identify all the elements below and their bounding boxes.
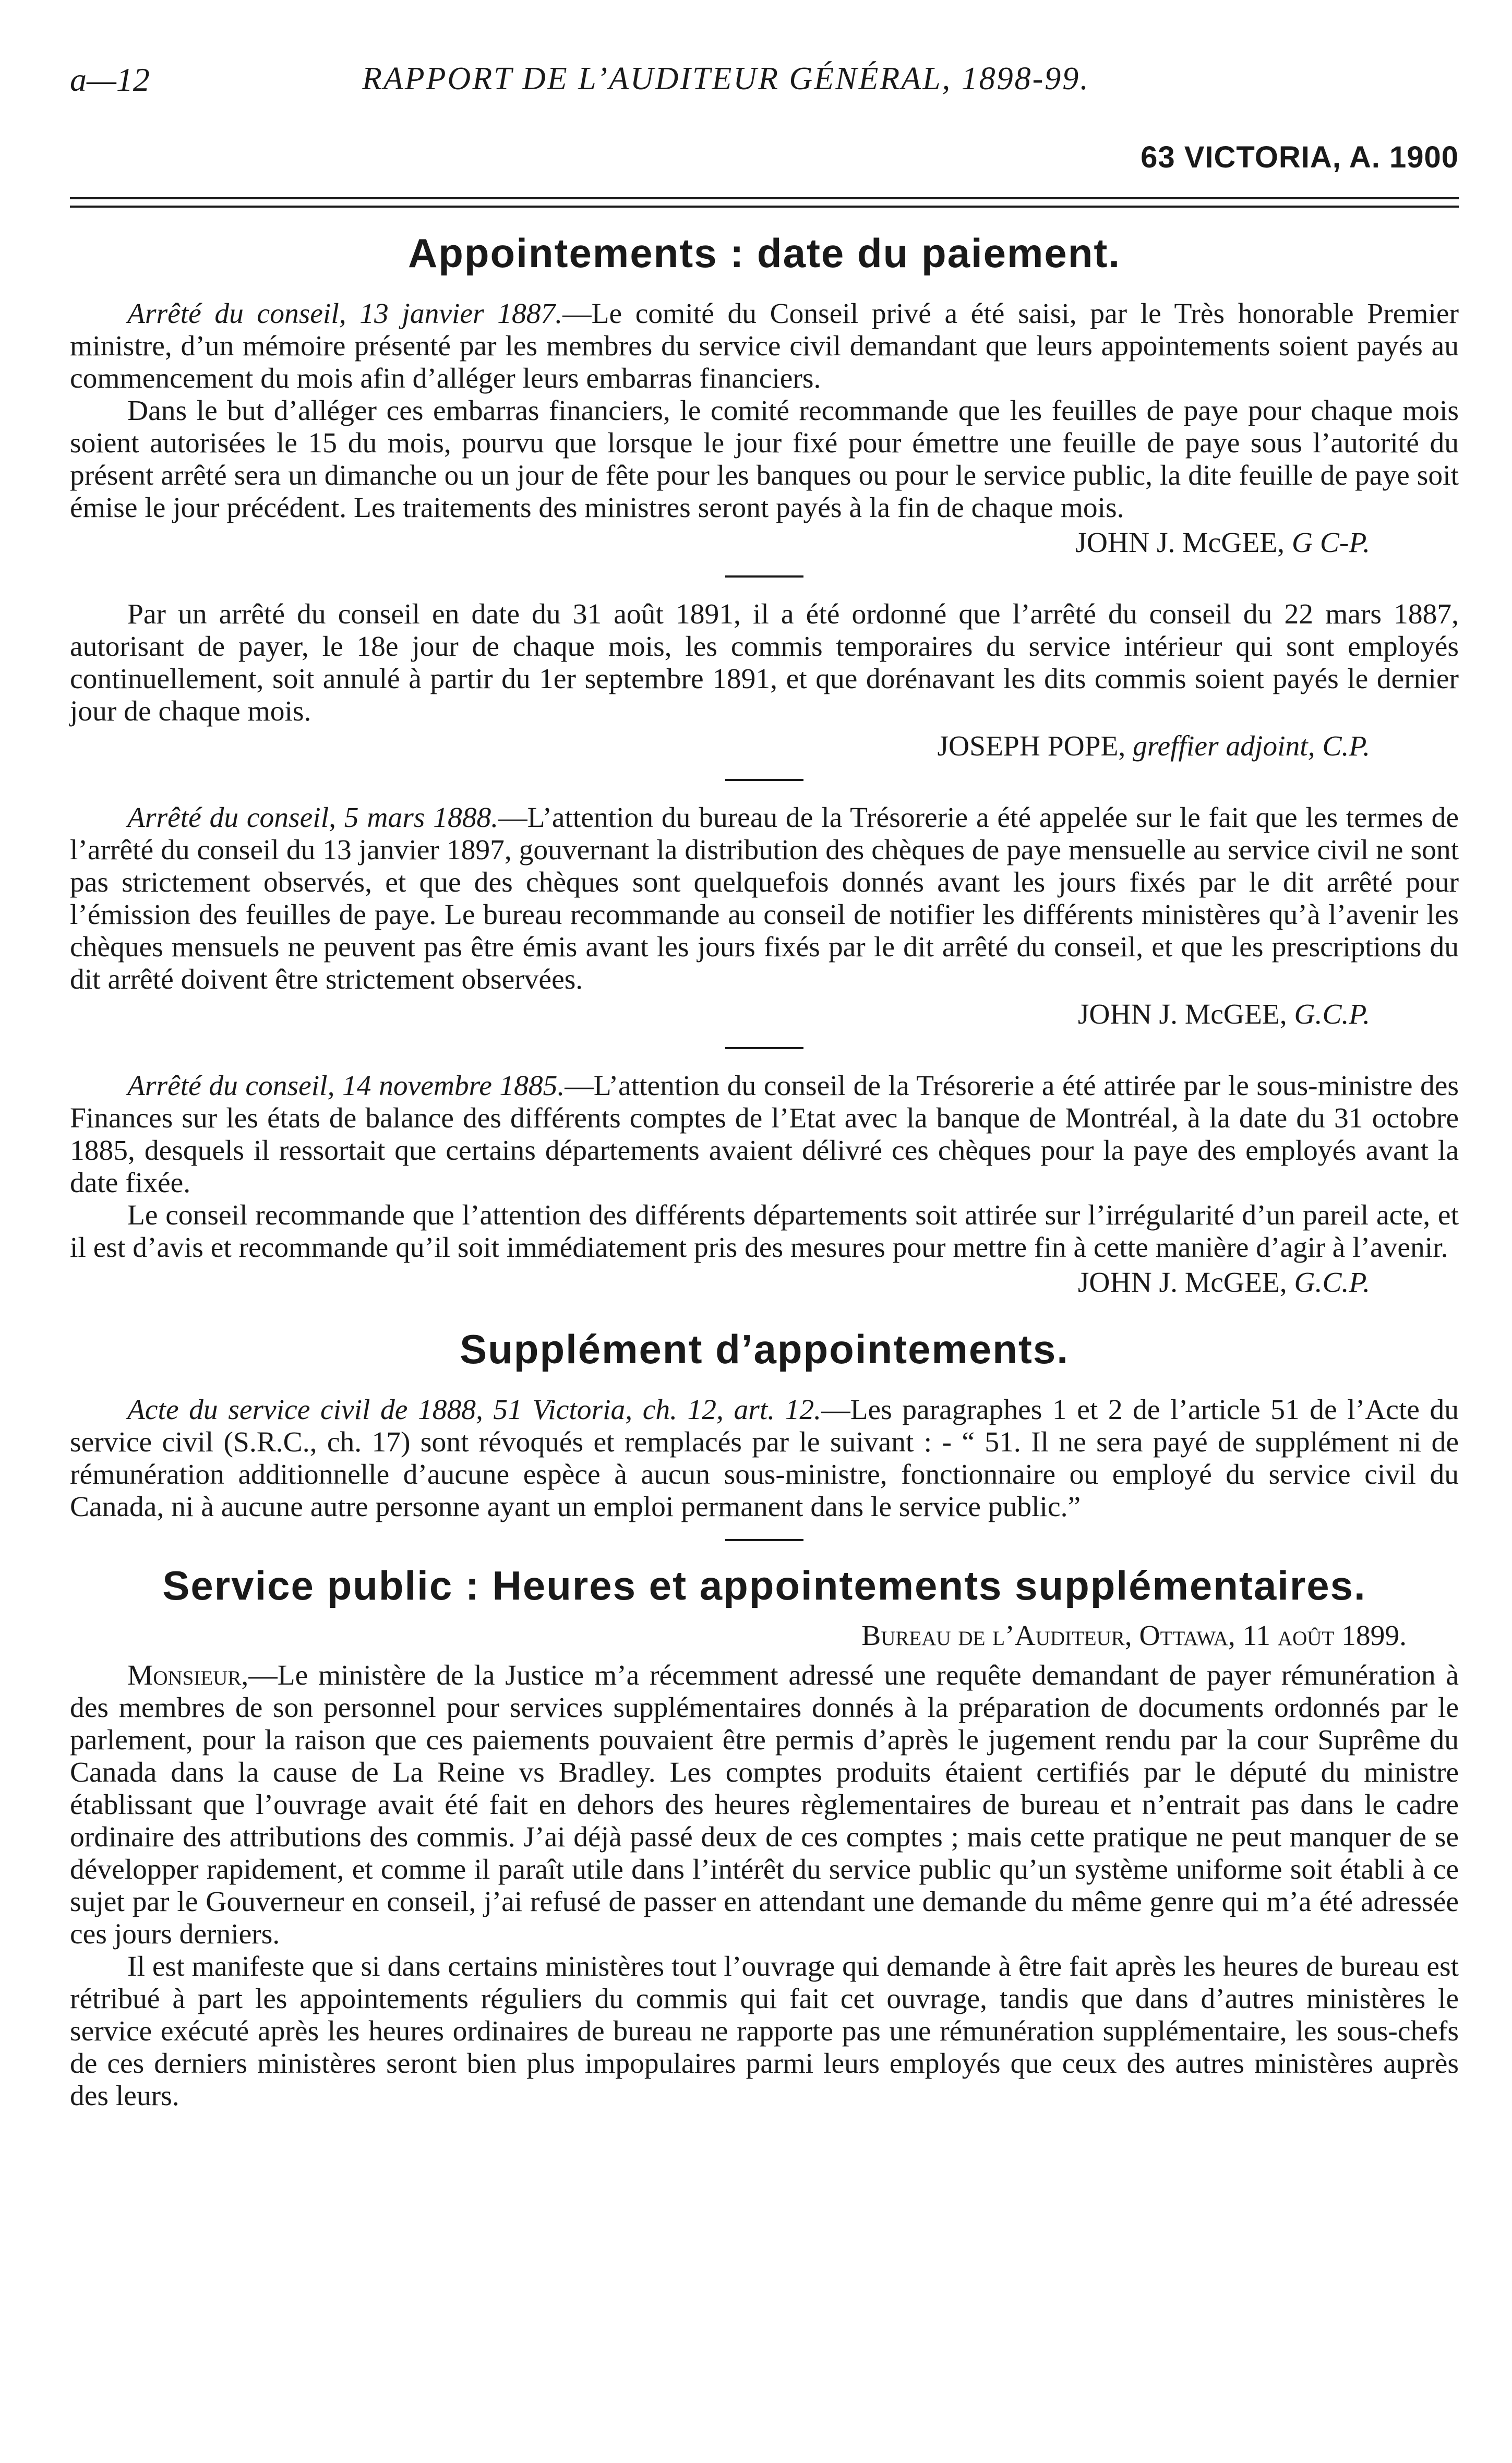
paragraph bbox=[70, 1394, 1459, 1523]
page-header bbox=[70, 61, 1459, 107]
salutation: Monsieur, bbox=[127, 1660, 249, 1691]
signature-name: JOSEPH POPE, bbox=[937, 730, 1126, 762]
signature-role: G C-P. bbox=[1291, 527, 1370, 559]
paragraph: Par un arrêté du conseil en date du 31 août 1891, il a été ordonné que l’arrêté du conseil du 22 mars 1887, autorisant de payer, le 18e jour de chaque mois, les commis temporaires du service intérieur qui sont employés continuellement, soit annulé à partir du 1er septembre 1891, et que dorénavant les dits commis soient payés le dernier jour de chaque mois. bbox=[70, 598, 1459, 727]
separator bbox=[725, 1539, 803, 1541]
paragraph-text: —Le comité du Conseil privé a été saisi, par le Très honorable Premier ministre, d’un mémoire présenté par les membres du service civil demandant que leurs appointements soient payés au commencement du mois afin d’alléger leurs embarras financiers. bbox=[70, 298, 1459, 394]
section-title-supplement: Supplément d’appointements. bbox=[460, 1326, 1069, 1372]
signature-name: JOHN J. McGEE, bbox=[1077, 999, 1287, 1030]
dateline: Bureau de l’Auditeur, Ottawa, 11 août 1899. bbox=[861, 1620, 1407, 1652]
order-reference: Arrêté du conseil, 5 mars 1888. bbox=[127, 802, 499, 834]
order-reference: Arrêté du conseil, 14 novembre 1885. bbox=[127, 1070, 565, 1102]
paragraph-text: —Le ministère de la Justice m’a récemment adressé une requête demandant de payer rémunération à des membres de son personnel pour services supplémentaires donnés à la préparation de documents ordonnés par le parlement, pour la raison que ces paiements pouvaient être permis d’après le jugement rendu par la cour Suprême du Canada dans la cause de La Reine vs Bradley. Les comptes produits étaient certifiés par le député du ministre établissant que l’ouvrage avait été fait en dehors des heures règlementaires de bureau et n’entrait pas dans le cadre ordinaire des attributions des commis. J’ai déjà passé deux de ces comptes ; mais cette pratique ne peut manquer de se développer rapidement, et comme il paraît utile dans l’intérêt du service public qu’un système uniforme soit établi à ce sujet par le Gouverneur en conseil, j’ai refusé de passer en attendant une demande du même genre qui m’a été adressée ces jours derniers. bbox=[70, 1660, 1459, 1950]
paragraph bbox=[70, 298, 1459, 395]
signature-role: G.C.P. bbox=[1294, 999, 1370, 1030]
signature-role: G.C.P. bbox=[1294, 1267, 1370, 1299]
separator bbox=[725, 1047, 803, 1049]
order-reference: Arrêté du conseil, 13 janvier 1887. bbox=[127, 298, 563, 330]
act-reference: Acte du service civil de 1888, 51 Victoria, ch. 12, art. 12. bbox=[127, 1394, 822, 1426]
folio: a—12 bbox=[70, 61, 150, 98]
running-head: RAPPORT DE L’AUDITEUR GÉNÉRAL, 1898-99. bbox=[362, 61, 1090, 97]
signature bbox=[70, 526, 1459, 560]
paragraph bbox=[70, 1660, 1459, 1951]
paragraph-text: —L’attention du bureau de la Trésorerie a été appelée sur le fait que les termes de l’arrêté du conseil du 13 janvier 1897, gouvernant la distribution des chèques de paye mensuelle au service civil ne sont pas strictement observés, et que des chèques sont quelquefois donnés avant les jours fixés par le dit arrêté pour l’émission des feuilles de paye. Le bureau recommande au conseil de notifier les différents ministères qu’à l’avenir les chèques mensuels ne peuvent pas être émis avant les jours fixés par le dit arrêté du conseil, et que les prescriptions du dit arrêté doivent être strictement observées. bbox=[70, 802, 1459, 995]
paragraph: Le conseil recommande que l’attention des différents départements soit attirée sur l’irrégularité d’un pareil acte, et il est d’avis et recommande qu’il soit immédiatement pris des mesures pour mettre fin à cette manière d’agir à l’avenir. bbox=[70, 1199, 1459, 1264]
paragraph bbox=[70, 802, 1459, 996]
session-label: 63 VICTORIA, A. 1900 bbox=[1141, 140, 1459, 174]
signature-name: JOHN J. McGEE, bbox=[1077, 1267, 1287, 1299]
paragraph-text: —L’attention du conseil de la Trésorerie a été attirée par le sous-ministre des Finances sur les états de balance des différents comptes de l’Etat avec la banque de Montréal, à la date du 31 octobre 1885, desquels il ressortait que certains départements avaient délivré ces chèques pour la paye des employés avant la date fixée. bbox=[70, 1070, 1459, 1199]
section-title-service-public: Service public : Heures et appointements supplémentaires. bbox=[162, 1563, 1366, 1608]
paragraph bbox=[70, 1070, 1459, 1199]
signature-role: greffier adjoint, C.P. bbox=[1133, 730, 1370, 762]
signature bbox=[70, 1266, 1459, 1300]
paragraph: Dans le but d’alléger ces embarras financiers, le comité recommande que les feuilles de paye pour chaque mois soient autorisées le 15 du mois, pourvu que lorsque le jour fixé pour émettre une feuille de paye sous l’autorité du présent arrêté sera un dimanche ou un jour de fête pour les banques ou pour le service public, la dite feuille de paye soit émise le jour précédent. Les traitements des ministres seront payés à la fin de chaque mois. bbox=[70, 395, 1459, 524]
signature bbox=[70, 998, 1459, 1031]
paragraph: Il est manifeste que si dans certains ministères tout l’ouvrage qui demande à être fait après les heures de bureau est rétribué à part les appointements réguliers du commis qui fait cet ouvrage, tandis que dans d’autres ministères le service exécuté après les heures ordinaires de bureau ne rapporte pas une rémunération supplémentaire, les sous-chefs de ces derniers ministères seront bien plus impopulaires parmi leurs employés que ceux des autres ministères auprès des leurs. bbox=[70, 1951, 1459, 2112]
body-text bbox=[70, 230, 1459, 2112]
signature-name: JOHN J. McGEE, bbox=[1075, 527, 1285, 559]
section-title-paiement: Appointements : date du paiement. bbox=[407, 230, 1121, 276]
paragraph-text: —Les paragraphes 1 et 2 de l’article 51 de l’Acte du service civil (S.R.C., ch. 17) sont révoqués et remplacés par le suivant : - “ 51. Il ne sera payé de supplément ni de rémunération additionnelle d’aucune espèce à aucun sous-ministre, fonctionnaire ou employé du service civil du Canada, ni à aucune autre personne ayant un emploi permanent dans le service public.” bbox=[70, 1394, 1459, 1523]
separator bbox=[725, 575, 803, 578]
signature bbox=[70, 730, 1459, 763]
separator bbox=[725, 779, 803, 781]
header-rule bbox=[70, 197, 1459, 208]
